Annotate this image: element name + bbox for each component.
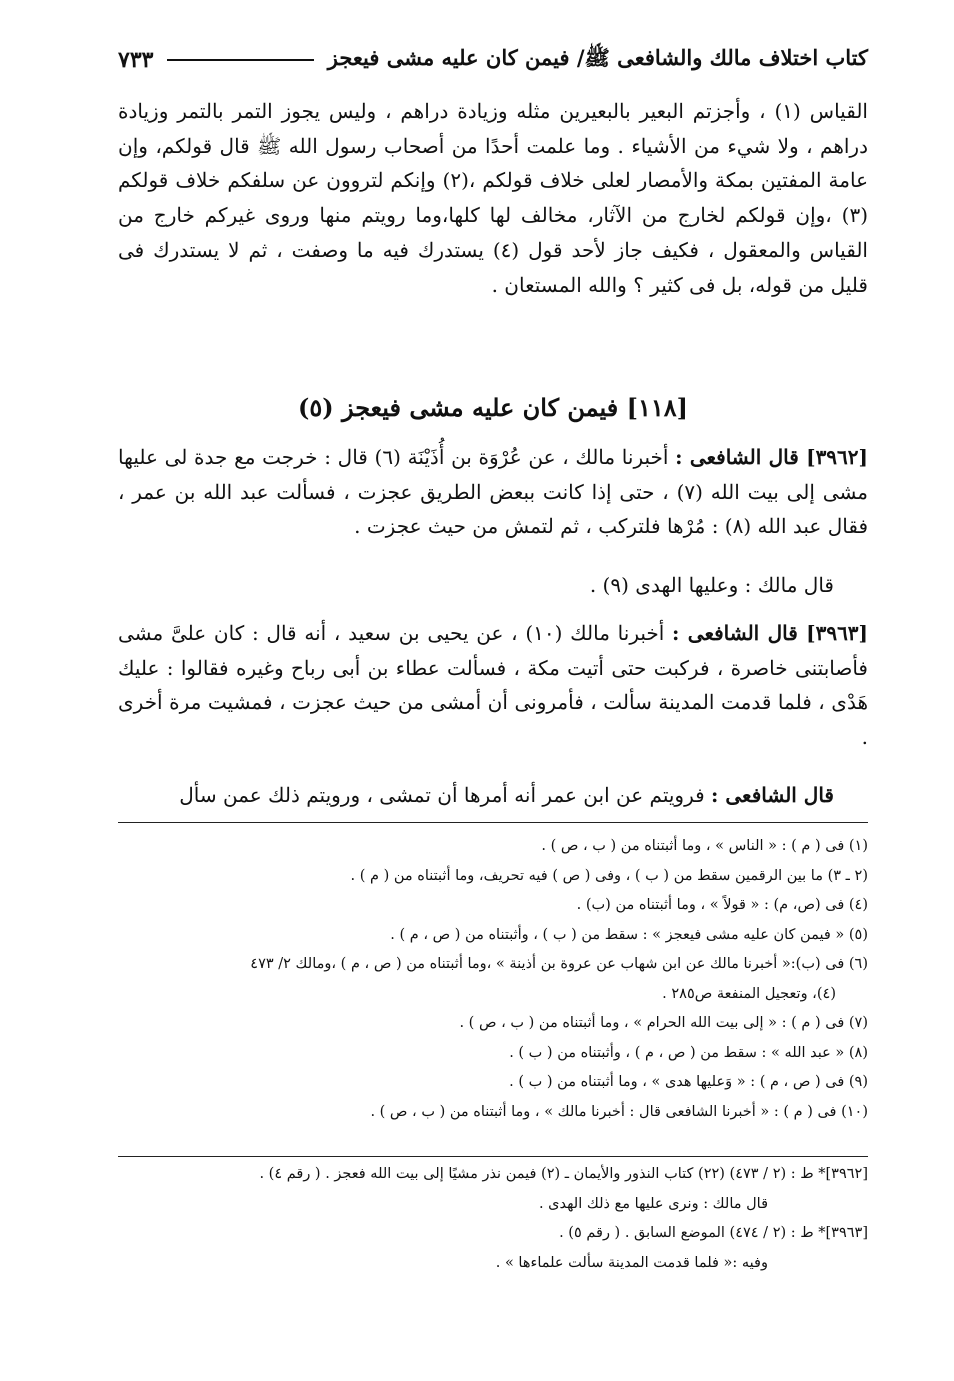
source-references bbox=[118, 1160, 868, 1278]
source-item: قال مالك : ونرى عليها مع ذلك الهدى . bbox=[538, 1195, 768, 1212]
footnote-divider bbox=[118, 822, 868, 823]
page-number: ٧٣٣ bbox=[118, 47, 154, 73]
entry-lead: قال مالك : bbox=[744, 573, 834, 597]
source-item: [٣٩٦٢]* ط : (٢ / ٤٧٣) (٢٢) كتاب النذور والأيمان ـ (٢) فيمن نذر مشيًا إلى بيت الله فعجز . ( رقم ٤) . bbox=[259, 1166, 868, 1182]
entry-lead: [٣٩٦٢] قال الشافعى : bbox=[675, 445, 868, 469]
entry-text: وعليها الهدى (٩) . bbox=[589, 573, 745, 597]
section-heading: [١١٨] فيمن كان عليه مشى فيعجز (٥) bbox=[297, 393, 689, 422]
intro-paragraph: القياس (١) ، وأجزتم البعير بالبعيرين مثله وزيادة دراهم ، وليس يجوز التمر بالتمر وزيادة دراهم ، ولا شيء من الأشياء . وما علمت أحدًا من أصحاب رسول الله ﷺ قال قولكم، وإن عامة المفتين بمكة والأمصار لعلى خلاف قولكم ،(٢) وإنكم لتروون عن سلفكم خلاف قولكم (٣) ،وإن قولكم لخارج من الآثار، مخالف لها كلها،وما رويتم منها وروى غيركم خارج من القياس والمعقول ، فكيف جاز لأحد قول (٤) يستدرك فيه ما وصفت ، ثم لا يستدرك فى قليل من قوله، بل فى كثير ؟ والله المستعان . bbox=[118, 99, 868, 297]
footnote-item: (١) فى ( م ) : « الناس » ، وما أثبتناه من ( ب ، ص ) . bbox=[541, 838, 868, 854]
entry-text: أخبرنا مالك (١٠) ، عن يحيى بن سعيد ، أنه قال : كان علىَّ مشى فأصابتنى خاصرة ، فركبت حتى أتيت مكة ، فسألت عطاء بن أبى رباح وغيره فقالوا : عليك هَدْى ، فلما قدمت المدينة سألت ، فأمرونى أن أمشى من حيث عجزت ، فمشيت مرة أخرى . bbox=[118, 621, 868, 750]
running-header bbox=[118, 40, 868, 80]
footnote-item: (٢ ـ ٣) ما بين الرقمين سقط من ( ب ) ، وفى ( ص ) فيه تحريف، وما أثبتناه من ( م ) . bbox=[350, 867, 868, 884]
entry-3963 bbox=[118, 616, 868, 755]
entry-lead: [٣٩٦٣] قال الشافعى : bbox=[672, 621, 869, 645]
entry-text: فرويتم عن ابن عمر أنه أمرها أن تمشى ، ورويتم ذلك عمن سأل bbox=[179, 783, 712, 807]
entry-text: أخبرنا مالك ، عن عُرْوَة بن أُذَيْنَة (٦) قال : خرجت مع جدة لى عليها مشى إلى بيت الله (٧) ، حتى إذا كانت ببعض الطريق عجزت ، فسألت عبد الله بن عمر ، فقال عبد الله (٨) : مُرْها فلتركب ، ثم لتمش من حيث عجزت . bbox=[118, 445, 869, 539]
footnote-item: (٧) فى ( م ) : « إلى بيت الله الحرام » ، وما أثبتناه من ( ب ، ص ) . bbox=[459, 1015, 868, 1031]
footnote-item: (٤) فى (ص، م) : « قولاً » ، وما أثبتناه من (ب) . bbox=[576, 897, 868, 913]
entry-3962 bbox=[118, 440, 868, 544]
footnotes bbox=[118, 832, 868, 1127]
entry-lead: قال الشافعى : bbox=[711, 783, 834, 807]
footnote-item: (٩) فى ( ص ، م ) : « وَعليها هدى » ، وما أثبتناه من ( ب ) . bbox=[509, 1074, 868, 1090]
source-item: [٣٩٦٣]* ط : (٢ / ٤٧٤) الموضع السابق . ( رقم ٥) . bbox=[559, 1225, 868, 1241]
footnote-item: (١٠) فى ( م ) : « أخبرنا الشافعى قال : أخبرنا مالك » ، وما أثبتناه من ( ب ، ص ) . bbox=[370, 1103, 868, 1120]
entry-malik-note bbox=[118, 568, 868, 603]
footnote-item: (٦) فى (ب):« أخبرنا مالك عن ابن شهاب عن عروة بن أذينة » ،وما أثبتناه من ( ص ، م ) ،ومالك ٢/ ٤٧٣ bbox=[250, 956, 868, 972]
footnote-item: (٥) « فيمن كان عليه مشى فيعجز » : سقط من ( ب ) ، وأثبتناه من ( ص ، م ) . bbox=[390, 926, 868, 943]
footnote-item: (٤)، وتعجيل المنفعة ص٢٨٥ . bbox=[662, 985, 836, 1002]
entry-shafii-comment bbox=[118, 778, 868, 813]
source-item: وفيه :« فلما قدمت المدينة سألت علماءها » . bbox=[495, 1254, 768, 1271]
header-title: كتاب اختلاف مالك والشافعى ﷺ/ فيمن كان عليه مشى فيعجز bbox=[327, 44, 868, 70]
sources-divider bbox=[118, 1156, 868, 1157]
footnote-item: (٨) « عبد الله » : سقط من ( ص ، م ) ، وأثبتناه من ( ب ) . bbox=[509, 1044, 868, 1061]
header-rule bbox=[167, 59, 313, 61]
